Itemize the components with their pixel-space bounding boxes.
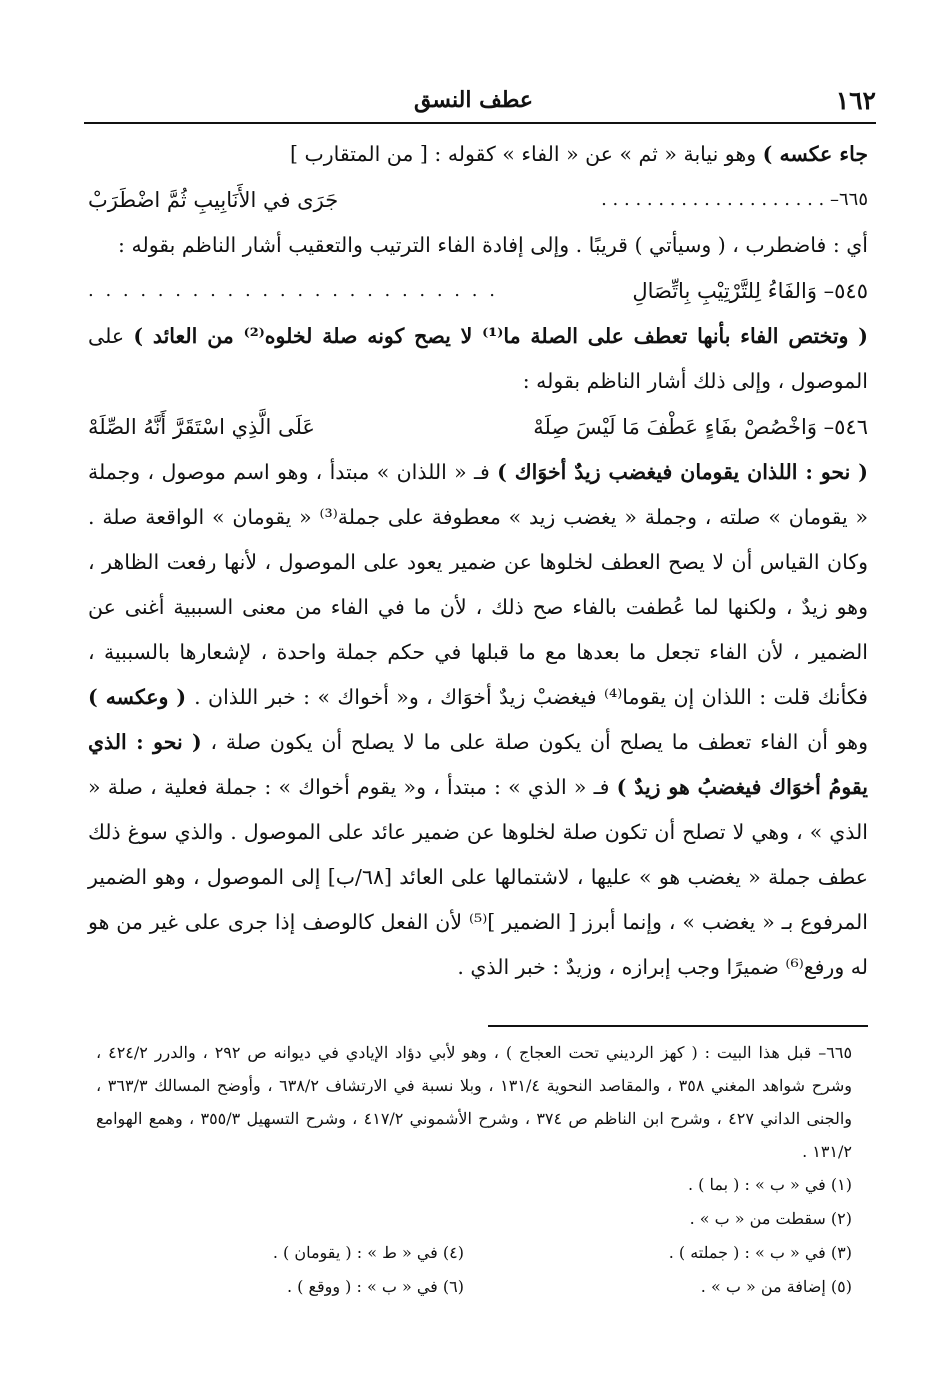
footnote-4: (٤) في « ط » : ( يقومان ) . <box>272 1243 464 1262</box>
verse-hemistich-right: ٥٤٦– وَاخْصُصْ بفَاءٍ عَطْفَ مَا لَيْسَ صِلَهْ <box>533 415 868 439</box>
footnote-2: (٢) سقطت من « ب » . <box>689 1209 852 1228</box>
footnote-verse-665: ٦٦٥– قبل هذا البيت : ( كهز الرديني تحت العجاج ) ، وهو لأبي دؤاد الإيادي في ديوانه ص ٢٩٢ ، والدرر ٤٢٤/٢ ، وشرح شواهد المغني ٣٥٨ ، والمقاصد النحوية ١٣١/٤ ، وبلا نسبة في الارتشاف ٦٣٨/٢ ، وأوضح المسالك ٣٦٣/٣ ، والجنى الداني ٤٢٧ ، وشرح ابن الناظم ص ٣٧٤ ، وشرح الأشموني ٤١٧/٢ ، وشرح التسهيل ٣٥٥/٣ ، وهمع الهوامع ١٣١/٢ . <box>96 1043 853 1161</box>
bold-phrase: ( وتختص الفاء بأنها تعطف على الصلة ما⁽¹⁾ لا يصح كونه صلة لخلوه⁽²⁾ من العائد ) <box>133 324 868 348</box>
main-text <box>88 132 868 990</box>
verse-665 <box>88 177 868 223</box>
bold-phrase: ( وعكسه ) <box>88 685 195 709</box>
page-header <box>84 86 876 124</box>
paragraph-text: فـ « الذي » : مبتدأ ، و« يقوم أخواك » : جملة فعلية ، صلة « الذي » ، وهي لا تصلح أن تكون صلة لخلوها عن ضمير عائد على الموصول . والذي سوغ ذلك عطف جملة « يغضب هو » عليها ، لاشتمالها على العائد [٦٨/ب] إلى الموصول ، وهو الضمير المرفوع بـ « يغضب » ، وإنما أبرز [ الضمير ]⁽⁵⁾ لأن الفعل كالوصف إذا جرى على غير من هو له ورفع⁽⁶⁾ ضميرًا وجب إبرازه ، وزيدٌ : خبر الذي . <box>88 775 868 979</box>
paragraph-1 <box>88 132 868 177</box>
footnote-6: (٦) في « ب » : ( ووقع ) . <box>286 1277 464 1296</box>
paragraph-3 <box>88 314 868 404</box>
running-title: عطف النسق <box>414 87 534 113</box>
verse-hemistich-right: ٥٤٥– وَالفَاءُ لِلتَّرْتِيْبِ بِاتِّصَالِ <box>632 279 868 303</box>
bold-phrase: ( نحو : الذي يقومُ أخوَاك فيغضبُ هو زيدٌ ) <box>88 730 868 799</box>
verse-hemistich-right: ٦٦٥– . . . . . . . . . . . . . . . . . . . . <box>601 189 868 210</box>
verse-546 <box>88 404 868 450</box>
footnotes <box>96 1036 852 1304</box>
paragraph-text: فـ « اللذان » مبتدأ ، وهو اسم موصول ، وجملة « يقومان » صلته ، وجملة « يغضب زيد » معطوفة على جملة⁽³⁾ « يقومان » الواقعة صلة . وكان القياس أن لا يصح العطف لخلوها عن ضمير يعود على الموصول ، لأنها رفعت الظاهر ، وهو زيدٌ ، ولكنها لما عُطفت بالفاء صح ذلك ، لأن ما في الفاء من معنى السببية أغنى عن الضمير ، لأن الفاء تجعل ما بعدها مع ما قبلها في حكم جملة واحدة ، لإشعارها بالسببية ، فكأنك قلت : اللذان إن يقوما⁽⁴⁾ فيغضبْ زيدٌ أخوَاك ، و« أخواك » : خبر اللذان . <box>88 460 868 709</box>
footnote-spacer <box>96 1202 464 1236</box>
footnote-5: (٥) إضافة من « ب » . <box>700 1277 852 1296</box>
paragraph-4 <box>88 450 868 990</box>
verse-545 <box>88 268 868 314</box>
footnote-list <box>96 1168 852 1304</box>
verse-hemistich-left: . . . . . . . . . . . . . . . . . . . . . . . . <box>88 280 498 301</box>
paragraph-2: أي : فاضطرب ، ( وسيأتي ) قريبًا . وإلى إفادة الفاء الترتيب والتعقيب أشار الناظم بقوله : <box>118 233 868 257</box>
footnote-1: (١) في « ب » : ( بما ) . <box>687 1175 852 1194</box>
footnote-separator <box>488 1025 868 1027</box>
paragraph-text: وهو نيابة « ثم » عن « الفاء » كقوله : [ من المتقارب ] <box>289 142 763 166</box>
verse-hemistich-left: عَلَى الَّذِي اسْتَقَرَّ أَنَّهُ الصِّلَهْ <box>88 415 315 439</box>
footnote-3: (٣) في « ب » : ( جملته ) . <box>668 1243 852 1262</box>
paragraph-text: على الموصول ، وإلى ذلك أشار الناظم بقوله : <box>88 324 868 393</box>
bold-phrase: ( نحو : اللذان يقومان فيغضب زيدٌ أخوَاك ) <box>497 460 868 484</box>
paragraph-text: وهو أن الفاء تعطف ما يصلح أن يكون صلة على ما لا يصلح أن يكون صلة ، <box>201 730 868 754</box>
page-number: ١٦٢ <box>835 86 876 115</box>
bold-phrase: جاء عكسه ) <box>762 142 868 166</box>
verse-hemistich-left: جَرَى في الأَنَابِيبِ ثُمَّ اضْطَرَبْ <box>88 188 339 212</box>
footnote-spacer <box>96 1168 464 1202</box>
